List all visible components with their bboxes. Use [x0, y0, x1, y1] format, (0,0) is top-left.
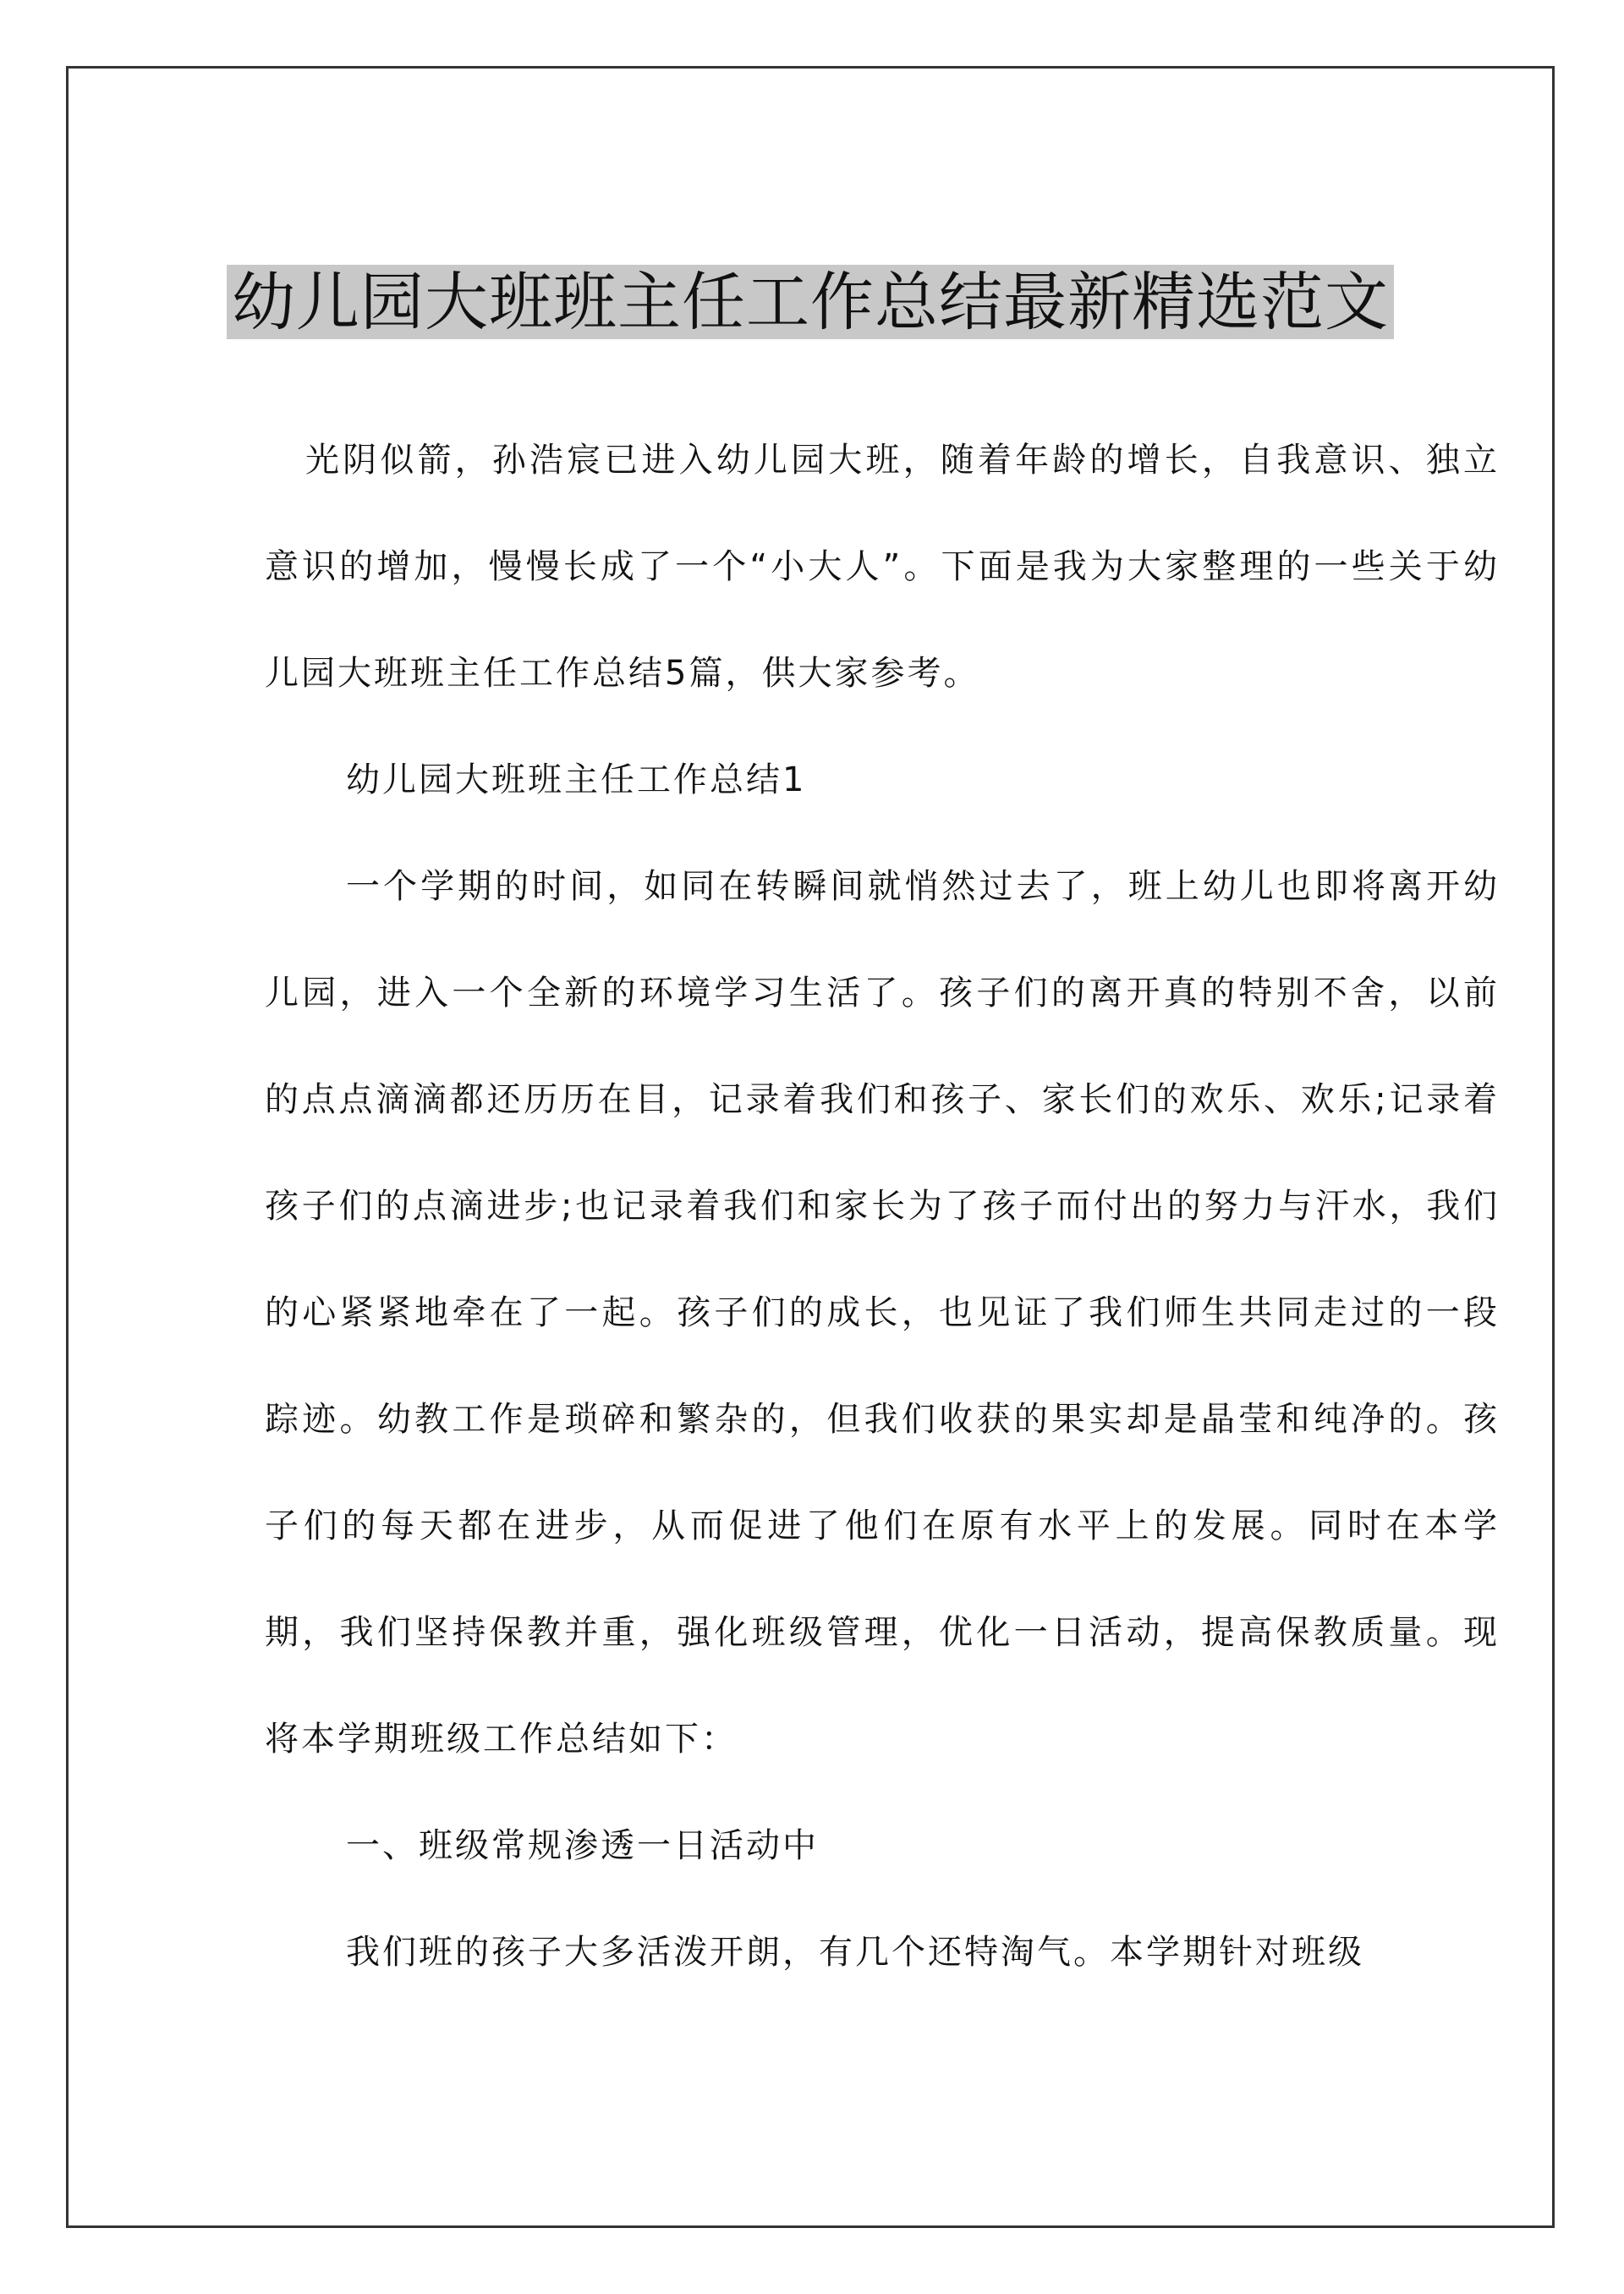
subheading: 一、班级常规渗透一日活动中	[346, 1826, 819, 1865]
section-title: 幼儿园大班班主任工作总结1	[346, 760, 807, 799]
body-paragraph-2: 我们班的孩子大多活泼开朗，有几个还特淘气。本学期针对班级	[346, 1933, 1364, 1972]
intro-paragraph: 光阴似箭，孙浩宸已进入幼儿园大班，随着年龄的增长，自我意识、独立意识的增加，慢慢长成了一个“小大人”。下面是我为大家整理的一些关于幼儿园大班班主任工作总结5篇，供大家参考。	[265, 441, 1500, 693]
document-body	[265, 407, 1500, 2006]
document-title-text: 幼儿园大班班主任工作总结最新精选范文	[227, 265, 1394, 339]
page-frame	[66, 66, 1555, 2228]
body-paragraph-1: 一个学期的时间，如同在转瞬间就悄然过去了，班上幼儿也即将离开幼儿园，进入一个全新的环境学习生活了。孩子们的离开真的特别不舍，以前的点点滴滴都还历历在目，记录着我们和孩子、家长们的欢乐、欢乐;记录着孩子们的点滴进步;也记录着我们和家长为了孩子而付出的努力与汗水，我们的心紧紧地牵在了一起。孩子们的成长，也见证了我们师生共同走过的一段踪迹。幼教工作是琐碎和繁杂的，但我们收获的果实却是晶莹和纯净的。孩子们的每天都在进步，从而促进了他们在原有水平上的发展。同时在本学期，我们坚持保教并重，强化班级管理，优化一日活动，提高保教质量。现将本学期班级工作总结如下：	[265, 867, 1500, 1759]
document-title	[69, 261, 1552, 343]
